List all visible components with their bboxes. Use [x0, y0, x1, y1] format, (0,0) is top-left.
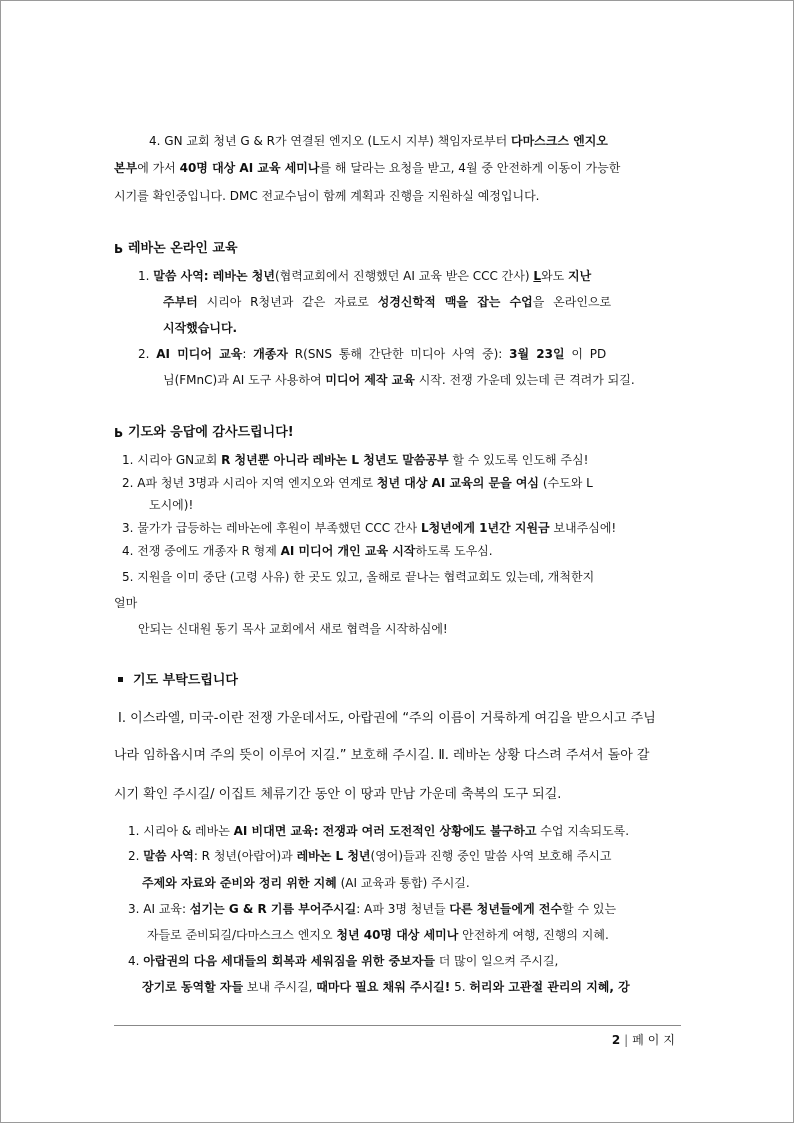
text-run-bold: 아랍권의 다음 세대들의 회복과 세워짐을 위한 중보자들: [143, 954, 435, 968]
online-item-1-line-1: [138, 267, 591, 285]
text-run-bold: 성경신학적 맥을 잡는 수업: [377, 295, 533, 309]
online-item-2-line-1: [138, 345, 606, 363]
text-run: 수업 지속되도록.: [536, 824, 630, 838]
paragraph-4-line-2: [114, 159, 620, 177]
text-run-bold: 본부: [114, 161, 138, 175]
text-run: 3. AI 교육:: [128, 902, 190, 916]
text-run-bold: 다마스크스 엔지오: [510, 134, 608, 148]
paragraph-4-line-1: [149, 132, 608, 150]
text-run-bold: 3월 23일: [509, 347, 565, 361]
text-run: 3. 물가가 급등하는 레바논에 후원이 부족했던 CCC 간사: [122, 521, 421, 535]
text-run: 1. 시리아 & 레바논: [128, 824, 234, 838]
thanks-item-2-line-2: 도시에)!: [149, 498, 194, 512]
text-run: 를 해 달라는 요청을 받고, 4월 중 안전하게 이동이 가능한: [319, 161, 621, 175]
online-item-2-line-2: [163, 371, 635, 389]
text-run: 자들로 준비되길/다마스크스 엔지오: [147, 928, 337, 942]
request-item-1: [128, 822, 629, 840]
text-run-bold: 미디어 제작 교육: [325, 373, 415, 387]
requests-paragraph-line-3: 시기 확인 주시길/ 이집트 체류기간 동안 이 땅과 만남 가운데 축복의 도구 되길.: [114, 787, 562, 802]
text-run-bold: 때마다 필요 채워 주시길!: [316, 980, 451, 994]
text-run: : A파 3명 청년들: [356, 902, 450, 916]
text-run: (수도와 L: [539, 476, 593, 490]
page-footer: [612, 1032, 679, 1048]
footer-divider: [114, 1025, 681, 1026]
text-run-bold: 말씀 사역: 레바논 청년: [153, 269, 275, 283]
text-run: (AI 교육과 통합) 주시길.: [336, 876, 470, 890]
paragraph-4-line-3: 시기를 확인중입니다. DMC 전교수님이 함께 계획과 진행을 지원하실 예정입니다.: [114, 189, 540, 203]
thanks-item-1: [122, 451, 588, 469]
request-item-3-line-1: [128, 900, 616, 918]
section-heading-requests: [118, 672, 238, 690]
text-run: 하도록 도우심.: [415, 544, 493, 558]
square-bullet-icon: [118, 677, 123, 682]
page-number: 2: [611, 1033, 621, 1047]
thanks-item-4: [122, 542, 493, 560]
text-run-bold: 개종자: [253, 347, 288, 361]
text-run-bold: AI 비대면 교육: 전쟁과 여러 도전적인 상황에도 불구하고: [233, 824, 537, 838]
text-run-bold: 말씀 사역: [143, 849, 194, 863]
request-item-4-line-1: [128, 952, 558, 970]
text-run-underline: L: [533, 269, 542, 283]
text-run: 에 가서: [137, 161, 180, 175]
text-run-bold: 레바논 L 청년: [296, 849, 371, 863]
requests-paragraph-line-1: I. 이스라엘, 미국-이란 전쟁 가운데서도, 아랍권에 “주의 이름이 거룩하게 여김을 받으시고 주님: [118, 711, 656, 726]
section-heading-online: [114, 239, 238, 258]
text-run-bold: 허리와 고관절 관리의 지혜, 강: [469, 980, 630, 994]
request-item-2-line-2: [142, 874, 470, 892]
heading-text: 기도와 응답에 감사드립니다!: [128, 425, 294, 440]
thanks-item-5-line-3: 안되는 신대원 동기 목사 교회에서 새로 협력을 시작하심에!: [138, 622, 448, 636]
flag-bullet-icon: P: [114, 241, 123, 255]
text-run: 4.: [128, 954, 144, 968]
text-run: 보내 주시길,: [243, 980, 317, 994]
request-item-3-line-2: [147, 926, 609, 944]
text-run: 을 온라인으로: [532, 295, 612, 309]
thanks-item-3: [122, 519, 616, 537]
text-run-bold: AI 미디어 교육: [156, 347, 243, 361]
requests-paragraph-line-2: 나라 임하옵시며 주의 뜻이 이루어 지길.” 보호해 주시길. Ⅱ. 레바논 상황 다스려 주셔서 돌아 갈: [114, 748, 650, 763]
text-run: 이 PD: [564, 347, 607, 361]
request-item-2-line-1: [128, 847, 611, 865]
text-run-bold: 주부터: [163, 295, 198, 309]
text-run: :: [242, 347, 254, 361]
text-run-bold: R 청년뿐 아니라 레바논 L 청년도 말씀공부: [221, 453, 449, 467]
text-run-bold: 다른 청년들에게 전수: [449, 902, 563, 916]
footer-separator: |: [624, 1033, 629, 1047]
section-heading-thanks: [114, 423, 294, 442]
online-item-1-line-3: [163, 319, 237, 337]
flag-bullet-icon: P: [114, 425, 123, 439]
text-run: 안전하게 여행, 진행의 지혜.: [458, 928, 609, 942]
text-run: 보내주심에!: [549, 521, 617, 535]
text-run-bold: 장기로 동역할 자들: [142, 980, 244, 994]
text-run: 4. 전쟁 중에도 개종자 R 형제: [122, 544, 281, 558]
text-run-bold: 40명 대상 AI 교육 세미나: [179, 161, 320, 175]
text-run-bold: 지난: [568, 269, 592, 283]
text-run-bold: 시작했습니다.: [163, 321, 238, 335]
thanks-item-2-line-1: [122, 474, 593, 492]
heading-text: 레바논 온라인 교육: [128, 241, 238, 256]
text-run-bold: 섬기는 G & R 기름 부어주시길: [189, 902, 357, 916]
list-number: 1.: [138, 269, 154, 283]
text-run: 시리아 R청년과 같은 자료로: [197, 295, 378, 309]
text-run: (협력교회에서 진행했던 AI 교육 받은 CCC 간사): [274, 269, 534, 283]
text-run: 와도: [541, 269, 569, 283]
text-run-bold: 청년 40명 대상 세미나: [336, 928, 459, 942]
text-run: 2.: [128, 849, 144, 863]
text-run: 시작. 전쟁 가운데 있는데 큰 격려가 되길.: [414, 373, 635, 387]
list-number: 2.: [138, 347, 157, 361]
text-run: 1. 시리아 GN교회: [122, 453, 222, 467]
thanks-item-5-line-1: 5. 지원을 이미 중단 (고령 사유) 한 곳도 있고, 올해로 끝나는 협력교회도 있는데, 개척한지: [122, 570, 595, 584]
text-run: 할 수 있는: [562, 902, 617, 916]
online-item-1-line-2: [163, 293, 611, 311]
text-run-bold: L청년에게 1년간 지원금: [420, 521, 550, 535]
text-run-bold: 청년 대상 AI 교육의 문을 여심: [376, 476, 540, 490]
thanks-item-5-line-2: 얼마: [114, 596, 138, 610]
text-run-bold: 주제와 자료와 준비와 정리 위한 지혜: [142, 876, 337, 890]
text-run-bold: AI 미디어 개인 교육 시작: [280, 544, 416, 558]
text-run: (영어)들과 진행 중인 말씀 사역 보호해 주시고: [370, 849, 612, 863]
text-run: 더 많이 일으켜 주시길,: [434, 954, 559, 968]
text-run: 5.: [450, 980, 470, 994]
text-run: 님(FMnC)과 AI 도구 사용하여: [163, 373, 326, 387]
text-run: R(SNS 통해 간단한 미디아 사역 중):: [287, 347, 510, 361]
text-run: 2. A파 청년 3명과 시리아 지역 엔지오와 연계로: [122, 476, 377, 490]
request-item-4-line-2: [142, 978, 630, 996]
text-run: 4. GN 교회 청년 G & R가 연결된 엔지오 (L도시 지부) 책임자로부터: [149, 134, 511, 148]
text-run: 할 수 있도록 인도해 주심!: [448, 453, 589, 467]
heading-text: 기도 부탁드립니다: [133, 673, 238, 688]
text-run: : R 청년(아랍어)과: [193, 849, 297, 863]
page-label: 페이지: [632, 1033, 679, 1047]
